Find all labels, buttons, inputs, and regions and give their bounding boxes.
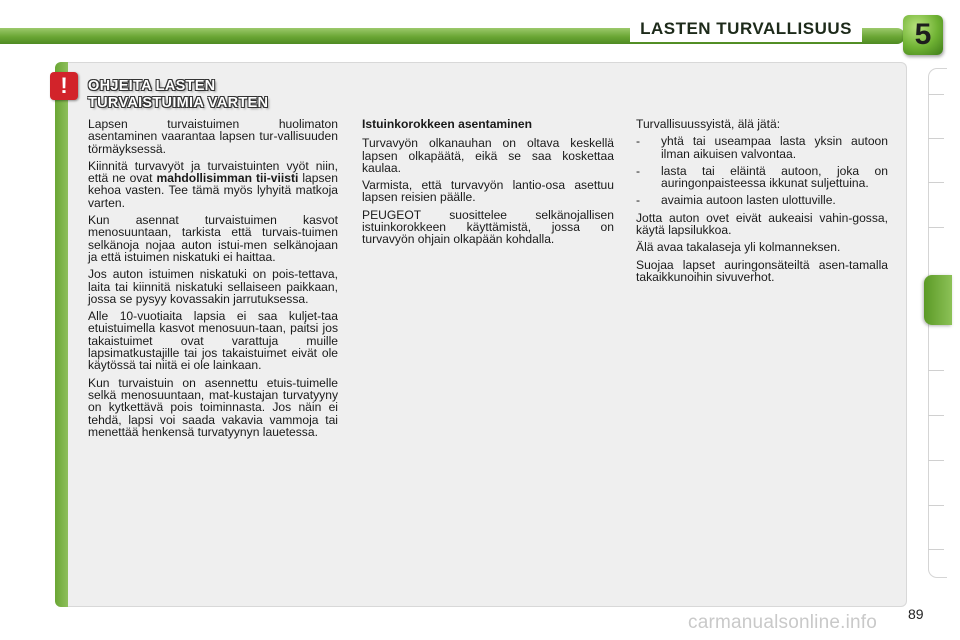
bullet-dash: - [636, 163, 641, 178]
paragraph: PEUGEOT suosittelee selkänojallisen istuinkorokkeen käyttämistä, jossa on turvavyön ohjain olkapään kohdalla. [362, 207, 614, 247]
paragraph [88, 160, 338, 209]
chapter-number-badge: 5 [903, 15, 943, 55]
paragraph: Varmista, että turvavyön lantio-osa asettuu lapsen reisien päälle. [362, 178, 614, 205]
paragraph-text: Kiinnitä turvavyöt ja turvaistuinten vyöt niin, että ne ovat [88, 158, 338, 186]
paragraph: Turvallisuussyistä, älä jätä: [636, 117, 781, 131]
section-title-line2: TURVAISTUIMIA VARTEN [88, 95, 269, 111]
tab-divider [928, 182, 944, 183]
paragraph: Lapsen turvaistuimen huolimaton asentaminen vaarantaa lapsen tur-vallisuuden törmäyksessä. [88, 117, 338, 156]
tab-divider [928, 94, 944, 95]
bullet-dash: - [636, 193, 641, 208]
paragraph-text: lapsen kehoa vasten. Tee tämä myös lyhyitä matkoja varten. [88, 171, 338, 210]
list-item [636, 194, 888, 206]
paragraph: Jos auton istuimen niskatuki on pois-tettava, laita tai kiinnitä niskatuki sellaiseen paikkaan, jossa se pysyy kovassakin jarrutuksessa. [88, 267, 338, 306]
sub-heading: Istuinkorokkeen asentaminen [362, 117, 533, 131]
emphasis-text: mahdollisimman tii-viisti [156, 171, 299, 186]
section-title [88, 78, 358, 112]
tab-divider [928, 415, 944, 416]
tab-divider [928, 505, 944, 506]
list-item-text: avaimia autoon lasten ulottuville. [661, 193, 836, 208]
tab-divider [928, 549, 944, 550]
tab-divider [928, 227, 944, 228]
list-item [636, 135, 888, 160]
watermark: carmanualsonline.info [688, 612, 878, 633]
text-column-1 [88, 118, 338, 443]
list-item-text: yhtä tai useampaa lasta yksin autoon ilman aikuisen valvontaa. [661, 134, 888, 161]
paragraph: Suojaa lapset auringonsäteiltä asen-tamalla takaikkunoihin sivuverhot. [636, 257, 888, 284]
paragraph: Älä avaa takalaseja yli kolmanneksen. [636, 240, 841, 255]
paragraph: Kun asennat turvaistuimen kasvot menosuuntaan, tarkista että turvais-tuimen selkänoja nojaa auton istui-men selkänojaan ja että istuimen niskatuki ei haittaa. [88, 213, 338, 264]
tab-divider [928, 138, 944, 139]
list-item-text: lasta tai eläintä autoon, joka on auringonpaisteessa ikkunat suljettuina. [661, 163, 888, 191]
paragraph: Alle 10-vuotiaita lapsia ei saa kuljet-taa etuistuimella kasvot menosuun-taan, paitsi jos takaistuimet ovat varattuja muille lapsimatkustajille tai jos takaistuimet eivät ole käytössä tai niitä ei ole lainkaan. [88, 309, 338, 373]
list-item [636, 165, 888, 190]
warning-icon: ! [50, 72, 78, 100]
paragraph: Jotta auton ovet eivät aukeaisi vahin-gossa, käytä lapsilukkoa. [636, 210, 888, 238]
active-chapter-tab[interactable] [924, 275, 952, 325]
tab-divider [928, 370, 944, 371]
text-column-2 [362, 118, 614, 251]
chapter-title: LASTEN TURVALLISUUS [630, 16, 862, 42]
text-column-3 [636, 118, 888, 288]
section-title-line1: OHJEITA LASTEN [88, 78, 216, 94]
paragraph: Kun turvaistuin on asennettu etuis-tuimelle selkä menosuuntaan, mat-kustajan turvatyyny on kytkettävä pois toiminnasta. Jos näin ei tehdä, lapsi voi saada vakavia vammoja tai menettää henkensä turvatyynyn lauetessa. [88, 375, 338, 439]
bullet-dash: - [636, 134, 641, 149]
paragraph: Turvavyön olkanauhan on oltava keskellä lapsen olkapäätä, eikä se saa koskettaa kaulaa. [362, 136, 614, 175]
page-number: 89 [908, 606, 924, 622]
tab-divider [928, 460, 944, 461]
